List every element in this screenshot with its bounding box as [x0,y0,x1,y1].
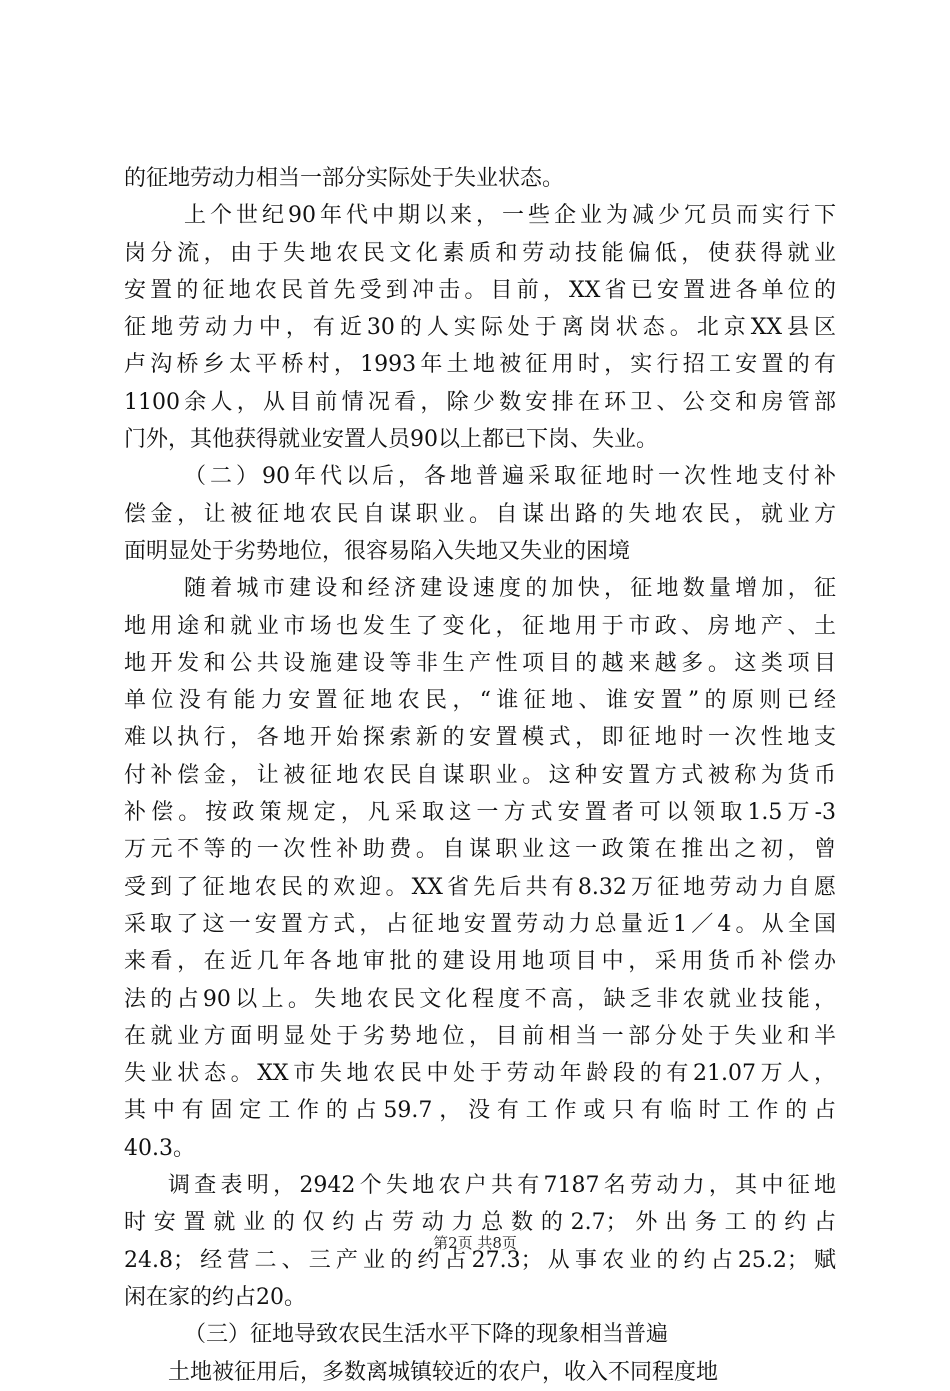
text-line: 法的占90以上。失地农民文化程度不高，缺乏非农就业技能， [124,986,836,1012]
page-footer: 第2页 共8页 [433,1234,517,1252]
document-body [124,160,836,1391]
paragraph [124,197,836,458]
text-line: 岗分流，由于失地农民文化素质和劳动技能偏低，使获得就业 [124,240,836,266]
paragraph [124,458,836,570]
text-line: 安置的征地农民首先受到冲击。目前，XX省已安置进各单位的 [124,277,836,303]
text-line: 面明显处于劣势地位，很容易陷入失地又失业的困境 [124,538,631,564]
text-line: 卢沟桥乡太平桥村，1993年土地被征用时，实行招工安置的有 [124,352,836,378]
text-line: 万元不等的一次性补助费。自谋职业这一政策在推出之初，曾 [124,837,836,863]
text-line: 难以执行，各地开始探索新的安置模式，即征地时一次性地支 [124,725,836,751]
text-line: 失业状态。XX市失地农民中处于劳动年龄段的有21.07万人， [124,1061,836,1087]
text-line: 门外，其他获得就业安置人员90以上都已下岗、失业。 [124,427,658,453]
text-line: （二）90年代以后，各地普遍采取征地时一次性地支付补 [184,464,836,490]
text-line: （三）征地导致农民生活水平下降的现象相当普遍 [184,1322,669,1348]
text-line: 偿金，让被征地农民自谋职业。自谋出路的失地农民，就业方 [124,501,836,527]
text-line: 的征地劳动力相当一部分实际处于失业状态。 [124,166,565,191]
text-line: 24.8；经营二、三产业的约占27.3；从事农业的约占25.2；赋 [124,1247,836,1273]
text-line: 时安置就业的仅约占劳动力总数的2.7；外出务工的约占 [124,1210,836,1236]
text-line: 受到了征地农民的欢迎。XX省先后共有8.32万征地劳动力自愿 [124,874,836,900]
text-line: 来看，在近几年各地审批的建设用地项目中，采用货币补偿办 [124,949,836,975]
text-line: 土地被征用后，多数离城镇较近的农户，收入不同程度地 [168,1359,719,1385]
paragraph [124,1354,836,1391]
text-line: 1100余人，从目前情况看，除少数安排在环卫、公交和房管部 [124,389,836,415]
paragraph [124,570,836,1167]
text-line: 付补偿金，让被征地农民自谋职业。这种安置方式被称为货币 [124,762,836,788]
text-line: 征地劳动力中，有近30的人实际处于离岗状态。北京XX县区 [124,315,836,341]
paragraph [124,160,836,197]
text-line: 其中有固定工作的占59.7，没有工作或只有临时工作的占 [124,1098,836,1124]
text-line: 调查表明，2942个失地农户共有7187名劳动力，其中征地 [168,1173,836,1199]
text-line: 地开发和公共设施建设等非生产性项目的越来越多。这类项目 [124,650,836,676]
text-line: 上个世纪90年代中期以来，一些企业为减少冗员而实行下 [184,203,836,229]
text-line: 采取了这一安置方式，占征地安置劳动力总量近1／4。从全国 [124,911,836,937]
text-line: 单位没有能力安置征地农民，“谁征地、谁安置”的原则已经 [124,688,836,714]
text-line: 闲在家的约占20。 [124,1284,306,1310]
paragraph [124,1316,836,1353]
text-line: 40.3。 [124,1135,195,1161]
text-line: 补偿。按政策规定，凡采取这一方式安置者可以领取1.5万-3 [124,800,836,826]
text-line: 在就业方面明显处于劣势地位，目前相当一部分处于失业和半 [124,1023,836,1049]
text-line: 地用途和就业市场也发生了变化，征地用于市政、房地产、土 [124,613,836,639]
text-line: 随着城市建设和经济建设速度的加快，征地数量增加，征 [184,576,836,602]
